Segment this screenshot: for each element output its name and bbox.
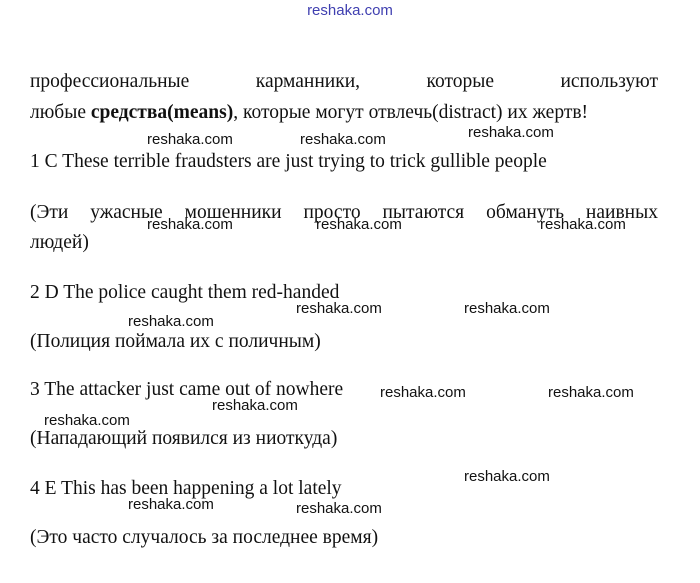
watermark: reshaka.com — [128, 313, 214, 330]
watermark: reshaka.com — [296, 500, 382, 517]
answer-1-russian-line-2: людей) — [30, 232, 89, 253]
answer-3-russian: (Нападающий появился из ниоткуда) — [30, 428, 338, 449]
intro-word: профессиональные — [30, 71, 190, 92]
ru-word: (Эти — [30, 202, 69, 223]
ru-word: мошенники — [184, 202, 282, 223]
intro-suffix: , которые могут отвлечь(distract) их жертв! — [233, 102, 589, 123]
intro-bold-term: средства(means) — [90, 102, 234, 123]
watermark: reshaka.com — [147, 216, 233, 233]
watermark: reshaka.com — [380, 384, 466, 401]
watermark: reshaka.com — [548, 384, 634, 401]
answer-4-english: 4 E This has been happening a lot lately — [30, 478, 342, 499]
ru-word: наивных — [585, 202, 658, 223]
intro-line-2 — [30, 101, 658, 125]
watermark: reshaka.com — [44, 412, 130, 429]
answer-1-english: 1 C These terrible fraudsters are just trying to trick gullible people — [30, 151, 547, 172]
intro-prefix: любые — [30, 102, 91, 123]
ru-word: просто — [303, 202, 361, 223]
answer-2-russian: (Полиция поймала их с поличным) — [30, 331, 321, 352]
intro-word: карманники, — [255, 71, 361, 92]
intro-line-1 — [30, 70, 658, 94]
answer-3-english: 3 The attacker just came out of nowhere — [30, 379, 344, 400]
ru-word: обмануть — [486, 202, 565, 223]
watermark: reshaka.com — [128, 496, 214, 513]
watermark: reshaka.com — [212, 397, 298, 414]
intro-word: которые — [426, 71, 494, 92]
watermark: reshaka.com — [147, 131, 233, 148]
intro-word: используют — [560, 71, 658, 92]
watermark: reshaka.com — [464, 468, 550, 485]
watermark: reshaka.com — [300, 131, 386, 148]
site-header[interactable]: reshaka.com — [307, 2, 393, 19]
watermark: reshaka.com — [540, 216, 626, 233]
watermark: reshaka.com — [464, 300, 550, 317]
watermark: reshaka.com — [468, 124, 554, 141]
ru-word: ужасные — [90, 202, 163, 223]
ru-word: пытаются — [382, 202, 465, 223]
watermark: reshaka.com — [316, 216, 402, 233]
answer-2-english: 2 D The police caught them red-handed — [30, 282, 340, 303]
answer-4-russian: (Это часто случалось за последнее время) — [30, 527, 379, 548]
watermark: reshaka.com — [296, 300, 382, 317]
